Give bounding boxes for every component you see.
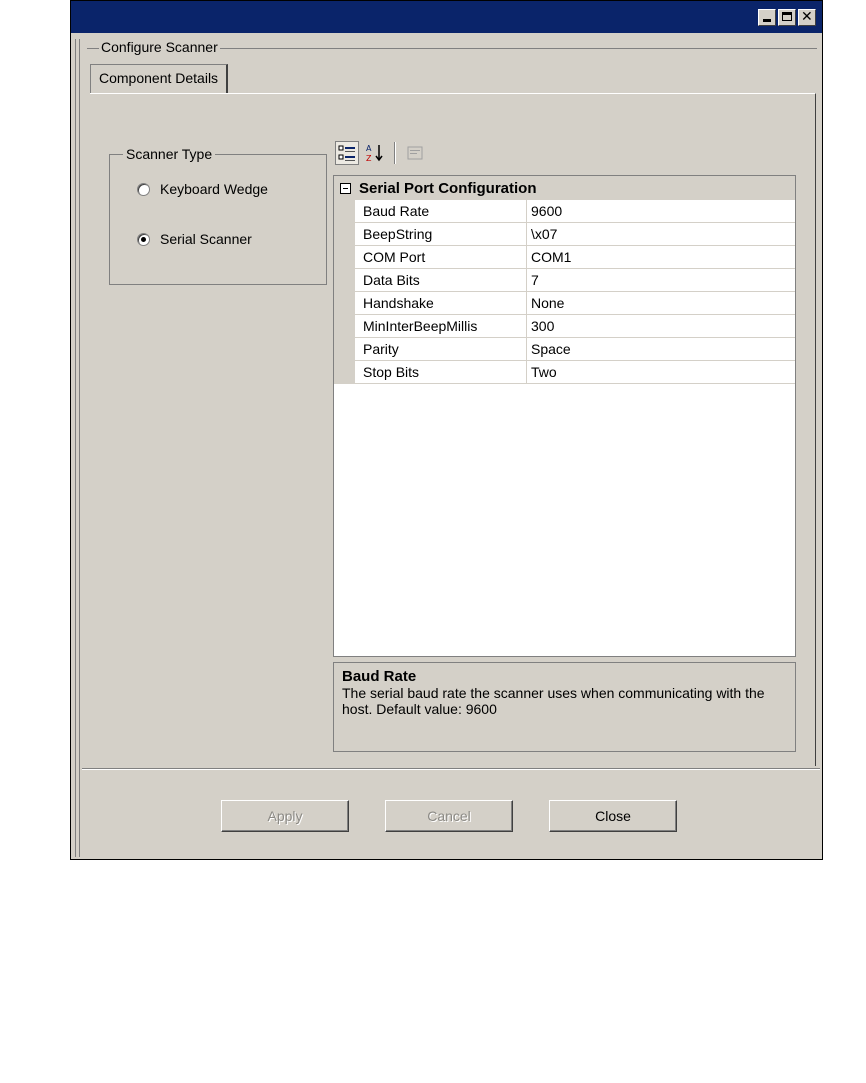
property-value[interactable]: \x07 — [527, 223, 795, 246]
categorized-button[interactable] — [335, 141, 359, 165]
property-row-mininterbeepmillis[interactable] — [334, 315, 795, 338]
property-name: MinInterBeepMillis — [355, 315, 527, 338]
property-value[interactable]: 7 — [527, 269, 795, 292]
property-row-baud-rate[interactable] — [334, 200, 795, 223]
maximize-button[interactable] — [778, 9, 796, 26]
property-row-handshake[interactable] — [334, 292, 795, 315]
property-row-beepstring[interactable] — [334, 223, 795, 246]
property-name: Stop Bits — [355, 361, 527, 384]
tab-component-details[interactable]: Component Details — [90, 64, 228, 94]
property-value[interactable]: Two — [527, 361, 795, 384]
collapse-icon[interactable] — [340, 183, 351, 194]
frame-title: Configure Scanner — [101, 39, 218, 55]
configure-scanner-window — [70, 0, 823, 860]
radio-label: Keyboard Wedge — [160, 181, 268, 197]
property-name: Data Bits — [355, 269, 527, 292]
radio-checked-icon — [137, 233, 150, 246]
property-value[interactable]: Space — [527, 338, 795, 361]
scanner-type-group — [109, 154, 327, 285]
radio-unchecked-icon — [137, 183, 150, 196]
property-value[interactable]: COM1 — [527, 246, 795, 269]
toolbar-separator — [394, 142, 396, 164]
close-button[interactable]: Close — [549, 800, 677, 832]
title-bar[interactable] — [71, 1, 822, 33]
property-name: Handshake — [355, 292, 527, 315]
category-label: Serial Port Configuration — [359, 179, 537, 197]
scanner-type-label: Scanner Type — [123, 146, 215, 162]
property-row-data-bits[interactable] — [334, 269, 795, 292]
categorized-icon — [338, 144, 356, 162]
svg-text:Z: Z — [366, 154, 372, 163]
alphabetical-button[interactable] — [363, 141, 387, 165]
apply-button[interactable]: Apply — [221, 800, 349, 832]
radio-keyboard-wedge[interactable] — [137, 181, 268, 197]
dock-grip[interactable] — [75, 39, 80, 857]
property-name: Parity — [355, 338, 527, 361]
property-grid[interactable] — [333, 175, 796, 657]
property-name: BeepString — [355, 223, 527, 246]
property-value[interactable]: 9600 — [527, 200, 795, 223]
radio-label: Serial Scanner — [160, 231, 252, 247]
property-pages-button[interactable] — [403, 141, 427, 165]
property-name: COM Port — [355, 246, 527, 269]
alphabetical-sort-icon — [365, 143, 385, 163]
svg-text:A: A — [366, 144, 372, 153]
property-grid-toolbar — [335, 141, 427, 165]
property-row-com-port[interactable] — [334, 246, 795, 269]
category-row[interactable] — [334, 176, 795, 200]
radio-serial-scanner[interactable] — [137, 231, 252, 247]
help-description: The serial baud rate the scanner uses when communicating with the host. Default value: 9600 — [342, 685, 765, 717]
property-row-parity[interactable] — [334, 338, 795, 361]
property-pages-icon — [406, 144, 424, 162]
cancel-button[interactable]: Cancel — [385, 800, 513, 832]
property-name: Baud Rate — [355, 200, 527, 223]
help-title: Baud Rate — [342, 668, 417, 685]
property-value[interactable]: None — [527, 292, 795, 315]
property-value[interactable]: 300 — [527, 315, 795, 338]
close-icon: ✕ — [801, 9, 813, 25]
minimize-button[interactable] — [758, 9, 776, 26]
window-controls — [758, 9, 816, 26]
help-panel — [333, 662, 796, 752]
property-row-stop-bits[interactable] — [334, 361, 795, 384]
close-window-button[interactable] — [798, 9, 816, 26]
button-bar-divider — [82, 768, 820, 770]
